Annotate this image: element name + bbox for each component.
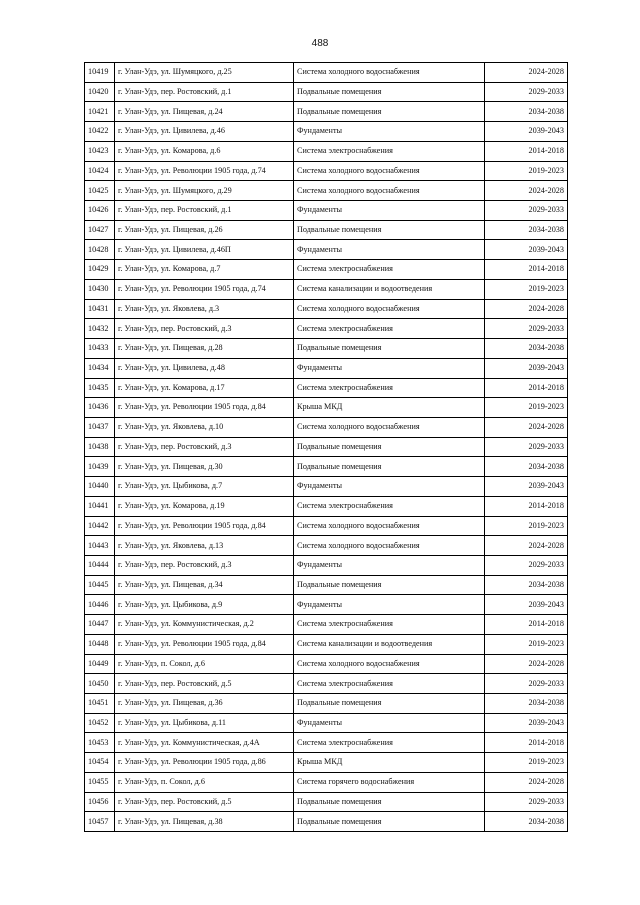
table-row bbox=[85, 82, 568, 102]
period-cell: 2014-2018 bbox=[485, 378, 568, 398]
table-row bbox=[85, 279, 568, 299]
table-row bbox=[85, 378, 568, 398]
table-row bbox=[85, 181, 568, 201]
system-cell: Система холодного водоснабжения bbox=[294, 654, 485, 674]
system-cell: Система холодного водоснабжения bbox=[294, 181, 485, 201]
row-number-cell: 10446 bbox=[85, 595, 115, 615]
period-cell: 2034-2038 bbox=[485, 812, 568, 832]
period-cell: 2034-2038 bbox=[485, 339, 568, 359]
system-cell: Подвальные помещения bbox=[294, 792, 485, 812]
period-cell: 2014-2018 bbox=[485, 141, 568, 161]
row-number-cell: 10444 bbox=[85, 555, 115, 575]
row-number-cell: 10455 bbox=[85, 772, 115, 792]
table-row bbox=[85, 516, 568, 536]
address-cell: г. Улан-Удэ, ул. Яковлева, д.13 bbox=[115, 536, 294, 556]
table-row bbox=[85, 477, 568, 497]
table-row bbox=[85, 220, 568, 240]
period-cell: 2029-2033 bbox=[485, 674, 568, 694]
address-cell: г. Улан-Удэ, ул. Революции 1905 года, д.74 bbox=[115, 279, 294, 299]
row-number-cell: 10438 bbox=[85, 437, 115, 457]
address-cell: г. Улан-Удэ, ул. Комарова, д.19 bbox=[115, 496, 294, 516]
address-cell: г. Улан-Удэ, ул. Пищевая, д.24 bbox=[115, 102, 294, 122]
system-cell: Система электроснабжения bbox=[294, 378, 485, 398]
period-cell: 2029-2033 bbox=[485, 319, 568, 339]
table-row bbox=[85, 339, 568, 359]
period-cell: 2034-2038 bbox=[485, 220, 568, 240]
period-cell: 2034-2038 bbox=[485, 102, 568, 122]
table-row bbox=[85, 457, 568, 477]
address-cell: г. Улан-Удэ, ул. Коммунистическая, д.2 bbox=[115, 615, 294, 635]
period-cell: 2034-2038 bbox=[485, 694, 568, 714]
table-row bbox=[85, 437, 568, 457]
system-cell: Подвальные помещения bbox=[294, 575, 485, 595]
system-cell: Система горячего водоснабжения bbox=[294, 772, 485, 792]
address-cell: г. Улан-Удэ, ул. Пищевая, д.34 bbox=[115, 575, 294, 595]
system-cell: Фундаменты bbox=[294, 358, 485, 378]
table-row bbox=[85, 417, 568, 437]
period-cell: 2039-2043 bbox=[485, 595, 568, 615]
row-number-cell: 10447 bbox=[85, 615, 115, 635]
table-row bbox=[85, 240, 568, 260]
row-number-cell: 10424 bbox=[85, 161, 115, 181]
system-cell: Система холодного водоснабжения bbox=[294, 536, 485, 556]
address-cell: г. Улан-Удэ, пер. Ростовский, д.3 bbox=[115, 555, 294, 575]
system-cell: Система холодного водоснабжения bbox=[294, 417, 485, 437]
address-cell: г. Улан-Удэ, п. Сокол, д.6 bbox=[115, 654, 294, 674]
table-row bbox=[85, 299, 568, 319]
table-row bbox=[85, 398, 568, 418]
period-cell: 2039-2043 bbox=[485, 358, 568, 378]
page-number: 488 bbox=[311, 38, 329, 49]
system-cell: Фундаменты bbox=[294, 122, 485, 142]
row-number-cell: 10449 bbox=[85, 654, 115, 674]
table-row bbox=[85, 674, 568, 694]
address-cell: г. Улан-Удэ, ул. Цивилева, д.46П bbox=[115, 240, 294, 260]
period-cell: 2029-2033 bbox=[485, 555, 568, 575]
address-cell: г. Улан-Удэ, ул. Революции 1905 года, д.84 bbox=[115, 398, 294, 418]
table-row bbox=[85, 812, 568, 832]
period-cell: 2039-2043 bbox=[485, 122, 568, 142]
period-cell: 2014-2018 bbox=[485, 733, 568, 753]
system-cell: Система электроснабжения bbox=[294, 496, 485, 516]
period-cell: 2029-2033 bbox=[485, 792, 568, 812]
row-number-cell: 10450 bbox=[85, 674, 115, 694]
table-row bbox=[85, 201, 568, 221]
row-number-cell: 10440 bbox=[85, 477, 115, 497]
row-number-cell: 10445 bbox=[85, 575, 115, 595]
row-number-cell: 10456 bbox=[85, 792, 115, 812]
table-row bbox=[85, 634, 568, 654]
table-row bbox=[85, 654, 568, 674]
row-number-cell: 10419 bbox=[85, 63, 115, 83]
row-number-cell: 10433 bbox=[85, 339, 115, 359]
system-cell: Подвальные помещения bbox=[294, 457, 485, 477]
address-cell: г. Улан-Удэ, пер. Ростовский, д.5 bbox=[115, 674, 294, 694]
row-number-cell: 10421 bbox=[85, 102, 115, 122]
system-cell: Подвальные помещения bbox=[294, 102, 485, 122]
row-number-cell: 10435 bbox=[85, 378, 115, 398]
row-number-cell: 10452 bbox=[85, 713, 115, 733]
table-row bbox=[85, 536, 568, 556]
system-cell: Подвальные помещения bbox=[294, 82, 485, 102]
registry-table-body bbox=[85, 63, 568, 832]
period-cell: 2029-2033 bbox=[485, 201, 568, 221]
row-number-cell: 10442 bbox=[85, 516, 115, 536]
address-cell: г. Улан-Удэ, пер. Ростовский, д.5 bbox=[115, 792, 294, 812]
row-number-cell: 10434 bbox=[85, 358, 115, 378]
address-cell: г. Улан-Удэ, ул. Комарова, д.17 bbox=[115, 378, 294, 398]
system-cell: Система электроснабжения bbox=[294, 733, 485, 753]
system-cell: Фундаменты bbox=[294, 240, 485, 260]
period-cell: 2024-2028 bbox=[485, 772, 568, 792]
system-cell: Крыша МКД bbox=[294, 753, 485, 773]
table-row bbox=[85, 713, 568, 733]
system-cell: Система электроснабжения bbox=[294, 674, 485, 694]
system-cell: Подвальные помещения bbox=[294, 437, 485, 457]
system-cell: Подвальные помещения bbox=[294, 339, 485, 359]
row-number-cell: 10437 bbox=[85, 417, 115, 437]
row-number-cell: 10451 bbox=[85, 694, 115, 714]
address-cell: г. Улан-Удэ, пер. Ростовский, д.3 bbox=[115, 319, 294, 339]
address-cell: г. Улан-Удэ, ул. Революции 1905 года, д.74 bbox=[115, 161, 294, 181]
system-cell: Подвальные помещения bbox=[294, 694, 485, 714]
system-cell: Фундаменты bbox=[294, 201, 485, 221]
period-cell: 2029-2033 bbox=[485, 437, 568, 457]
period-cell: 2029-2033 bbox=[485, 82, 568, 102]
address-cell: г. Улан-Удэ, ул. Пищевая, д.38 bbox=[115, 812, 294, 832]
row-number-cell: 10422 bbox=[85, 122, 115, 142]
system-cell: Фундаменты bbox=[294, 595, 485, 615]
table-row bbox=[85, 595, 568, 615]
address-cell: г. Улан-Удэ, ул. Комарова, д.6 bbox=[115, 141, 294, 161]
period-cell: 2024-2028 bbox=[485, 299, 568, 319]
address-cell: г. Улан-Удэ, ул. Цивилева, д.46 bbox=[115, 122, 294, 142]
system-cell: Система электроснабжения bbox=[294, 260, 485, 280]
row-number-cell: 10426 bbox=[85, 201, 115, 221]
address-cell: г. Улан-Удэ, ул. Яковлева, д.3 bbox=[115, 299, 294, 319]
row-number-cell: 10431 bbox=[85, 299, 115, 319]
period-cell: 2024-2028 bbox=[485, 417, 568, 437]
system-cell: Крыша МКД bbox=[294, 398, 485, 418]
table-row bbox=[85, 615, 568, 635]
address-cell: г. Улан-Удэ, ул. Цивилева, д.48 bbox=[115, 358, 294, 378]
row-number-cell: 10443 bbox=[85, 536, 115, 556]
period-cell: 2034-2038 bbox=[485, 457, 568, 477]
system-cell: Фундаменты bbox=[294, 713, 485, 733]
table-row bbox=[85, 792, 568, 812]
system-cell: Система электроснабжения bbox=[294, 615, 485, 635]
period-cell: 2039-2043 bbox=[485, 240, 568, 260]
period-cell: 2019-2023 bbox=[485, 279, 568, 299]
table-row bbox=[85, 102, 568, 122]
address-cell: г. Улан-Удэ, ул. Коммунистическая, д.4А bbox=[115, 733, 294, 753]
system-cell: Фундаменты bbox=[294, 477, 485, 497]
system-cell: Подвальные помещения bbox=[294, 812, 485, 832]
table-row bbox=[85, 733, 568, 753]
table-row bbox=[85, 63, 568, 83]
period-cell: 2024-2028 bbox=[485, 654, 568, 674]
address-cell: г. Улан-Удэ, пер. Ростовский, д.1 bbox=[115, 82, 294, 102]
system-cell: Система канализации и водоотведения bbox=[294, 634, 485, 654]
row-number-cell: 10427 bbox=[85, 220, 115, 240]
row-number-cell: 10441 bbox=[85, 496, 115, 516]
period-cell: 2019-2023 bbox=[485, 398, 568, 418]
address-cell: г. Улан-Удэ, ул. Цыбикова, д.7 bbox=[115, 477, 294, 497]
row-number-cell: 10428 bbox=[85, 240, 115, 260]
address-cell: г. Улан-Удэ, ул. Революции 1905 года, д.84 bbox=[115, 634, 294, 654]
table-row bbox=[85, 575, 568, 595]
address-cell: г. Улан-Удэ, ул. Революции 1905 года, д.86 bbox=[115, 753, 294, 773]
period-cell: 2034-2038 bbox=[485, 575, 568, 595]
table-row bbox=[85, 161, 568, 181]
system-cell: Система холодного водоснабжения bbox=[294, 161, 485, 181]
period-cell: 2024-2028 bbox=[485, 536, 568, 556]
system-cell: Фундаменты bbox=[294, 555, 485, 575]
row-number-cell: 10425 bbox=[85, 181, 115, 201]
row-number-cell: 10454 bbox=[85, 753, 115, 773]
registry-table bbox=[84, 62, 568, 832]
period-cell: 2014-2018 bbox=[485, 260, 568, 280]
address-cell: г. Улан-Удэ, ул. Цыбикова, д.9 bbox=[115, 595, 294, 615]
table-row bbox=[85, 496, 568, 516]
system-cell: Система холодного водоснабжения bbox=[294, 63, 485, 83]
address-cell: г. Улан-Удэ, ул. Пищевая, д.36 bbox=[115, 694, 294, 714]
address-cell: г. Улан-Удэ, ул. Шумяцкого, д.25 bbox=[115, 63, 294, 83]
period-cell: 2019-2023 bbox=[485, 753, 568, 773]
row-number-cell: 10430 bbox=[85, 279, 115, 299]
system-cell: Система электроснабжения bbox=[294, 141, 485, 161]
period-cell: 2024-2028 bbox=[485, 63, 568, 83]
period-cell: 2014-2018 bbox=[485, 615, 568, 635]
system-cell: Система холодного водоснабжения bbox=[294, 516, 485, 536]
address-cell: г. Улан-Удэ, ул. Пищевая, д.28 bbox=[115, 339, 294, 359]
table-row bbox=[85, 122, 568, 142]
row-number-cell: 10432 bbox=[85, 319, 115, 339]
period-cell: 2024-2028 bbox=[485, 181, 568, 201]
row-number-cell: 10457 bbox=[85, 812, 115, 832]
row-number-cell: 10420 bbox=[85, 82, 115, 102]
system-cell: Подвальные помещения bbox=[294, 220, 485, 240]
period-cell: 2019-2023 bbox=[485, 634, 568, 654]
row-number-cell: 10423 bbox=[85, 141, 115, 161]
row-number-cell: 10448 bbox=[85, 634, 115, 654]
address-cell: г. Улан-Удэ, ул. Пищевая, д.26 bbox=[115, 220, 294, 240]
system-cell: Система электроснабжения bbox=[294, 319, 485, 339]
table-row bbox=[85, 260, 568, 280]
row-number-cell: 10453 bbox=[85, 733, 115, 753]
table-row bbox=[85, 772, 568, 792]
table-row bbox=[85, 555, 568, 575]
address-cell: г. Улан-Удэ, ул. Революции 1905 года, д.84 bbox=[115, 516, 294, 536]
address-cell: г. Улан-Удэ, ул. Комарова, д.7 bbox=[115, 260, 294, 280]
address-cell: г. Улан-Удэ, ул. Шумяцкого, д.29 bbox=[115, 181, 294, 201]
table-row bbox=[85, 358, 568, 378]
address-cell: г. Улан-Удэ, п. Сокол, д.6 bbox=[115, 772, 294, 792]
period-cell: 2019-2023 bbox=[485, 161, 568, 181]
table-row bbox=[85, 319, 568, 339]
table-row bbox=[85, 694, 568, 714]
period-cell: 2039-2043 bbox=[485, 713, 568, 733]
address-cell: г. Улан-Удэ, ул. Яковлева, д.10 bbox=[115, 417, 294, 437]
address-cell: г. Улан-Удэ, пер. Ростовский, д.1 bbox=[115, 201, 294, 221]
period-cell: 2039-2043 bbox=[485, 477, 568, 497]
row-number-cell: 10439 bbox=[85, 457, 115, 477]
address-cell: г. Улан-Удэ, пер. Ростовский, д.3 bbox=[115, 437, 294, 457]
system-cell: Система холодного водоснабжения bbox=[294, 299, 485, 319]
row-number-cell: 10436 bbox=[85, 398, 115, 418]
period-cell: 2014-2018 bbox=[485, 496, 568, 516]
table-row bbox=[85, 753, 568, 773]
address-cell: г. Улан-Удэ, ул. Цыбикова, д.11 bbox=[115, 713, 294, 733]
system-cell: Система канализации и водоотведения bbox=[294, 279, 485, 299]
period-cell: 2019-2023 bbox=[485, 516, 568, 536]
row-number-cell: 10429 bbox=[85, 260, 115, 280]
table-row bbox=[85, 141, 568, 161]
address-cell: г. Улан-Удэ, ул. Пищевая, д.30 bbox=[115, 457, 294, 477]
